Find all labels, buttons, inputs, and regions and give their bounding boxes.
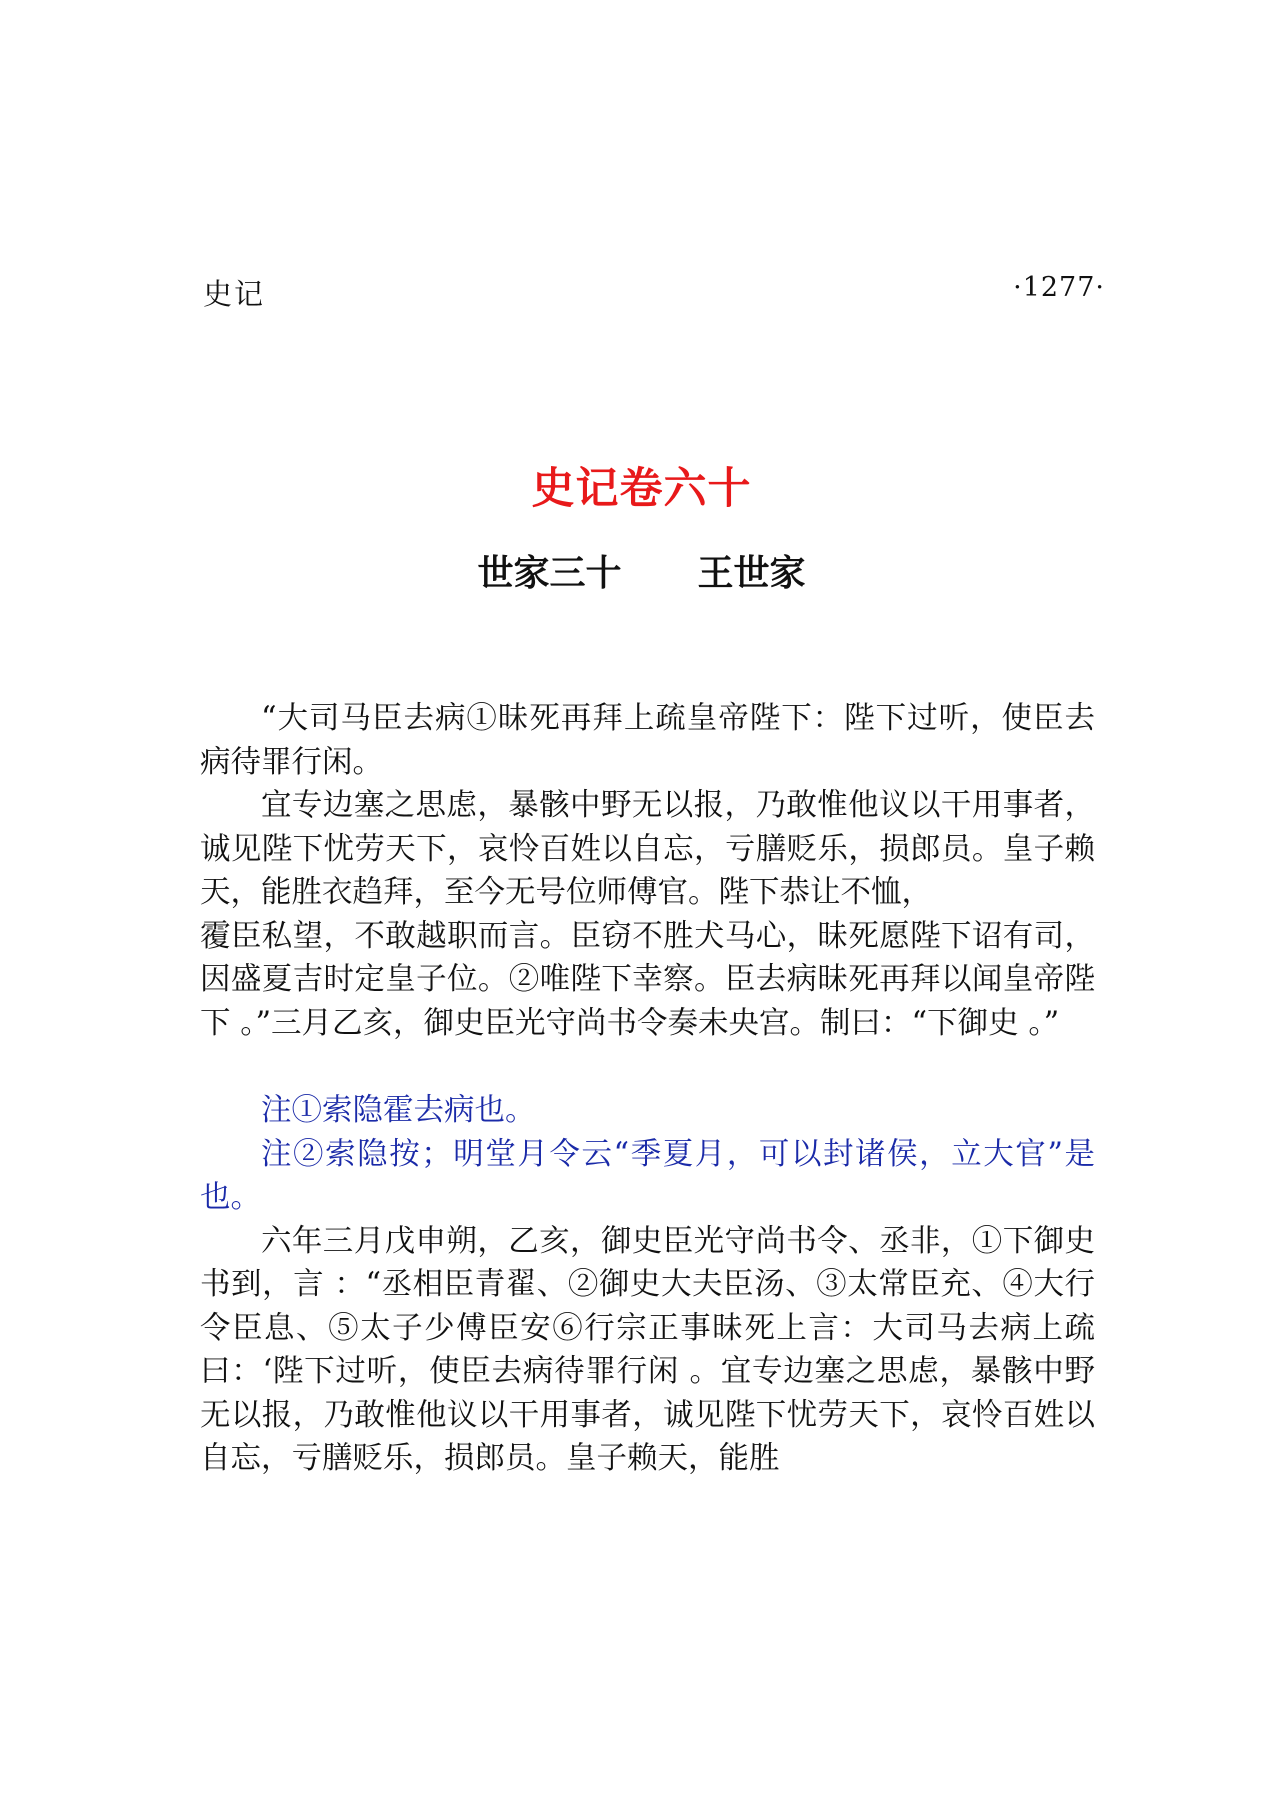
spacer (200, 1045, 1095, 1089)
main-text (200, 697, 1095, 1481)
paragraph: 六年三月戊申朔，乙亥，御史臣光守尚书令、丞非，①下御史书到，言 ：“丞相臣青翟、②御史大夫臣汤、③太常臣充、④大行令臣息、⑤太子少傅臣安⑥行宗正事昧死上言：大司马去病上疏曰：‘陛下过听，使臣去病待罪行闲 。宜专边塞之思虑，暴骸中野无以报，乃敢惟他议以干用事者，诚见陛下忧劳天下，哀怜百姓以自忘，亏膳贬乐，损郎员。皇子赖天，能胜 (200, 1223, 1095, 1476)
footnote: 注①索隐霍去病也。 (261, 1093, 536, 1128)
paragraph (200, 915, 1095, 1046)
paragraph-text: 臣私望，不敢越职而言。臣窃不胜犬马心，昧死愿陛下诏有司，因盛夏吉时定皇子位。②唯陛下幸察。臣去病昧死再拜以闻皇帝陛下 。”三月乙亥，御史臣光守尚书令奏未央宫。制曰：“下御史 。” (200, 918, 1095, 1041)
volume-title: 史记卷六十 (531, 464, 752, 514)
paragraph: “大司马臣去病①昧死再拜上疏皇帝陛下：陛下过听，使臣去病待罪行闲。 (200, 701, 1095, 780)
chapter-title (0, 545, 1283, 596)
page-number: ·1277· (1013, 272, 1105, 303)
chapter-name: 王世家 (697, 553, 806, 594)
paragraph: 宜专边塞之思虑，暴骸中野无以报，乃敢惟他议以干用事者，诚见陛下忧劳天下，哀怜百姓以自忘，亏膳贬乐，损郎员。皇子赖天，能胜衣趋拜，至今无号位师傅官。陛下恭让不恤， (200, 788, 1095, 910)
chapter-series: 世家三十 (477, 553, 622, 594)
book-title-header: 史记 (203, 277, 266, 311)
footnote: 注②索隐按；明堂月令云“季夏月，可以封诸侯，立大官”是也。 (200, 1136, 1095, 1215)
rare-character: 䨱 (200, 918, 231, 954)
